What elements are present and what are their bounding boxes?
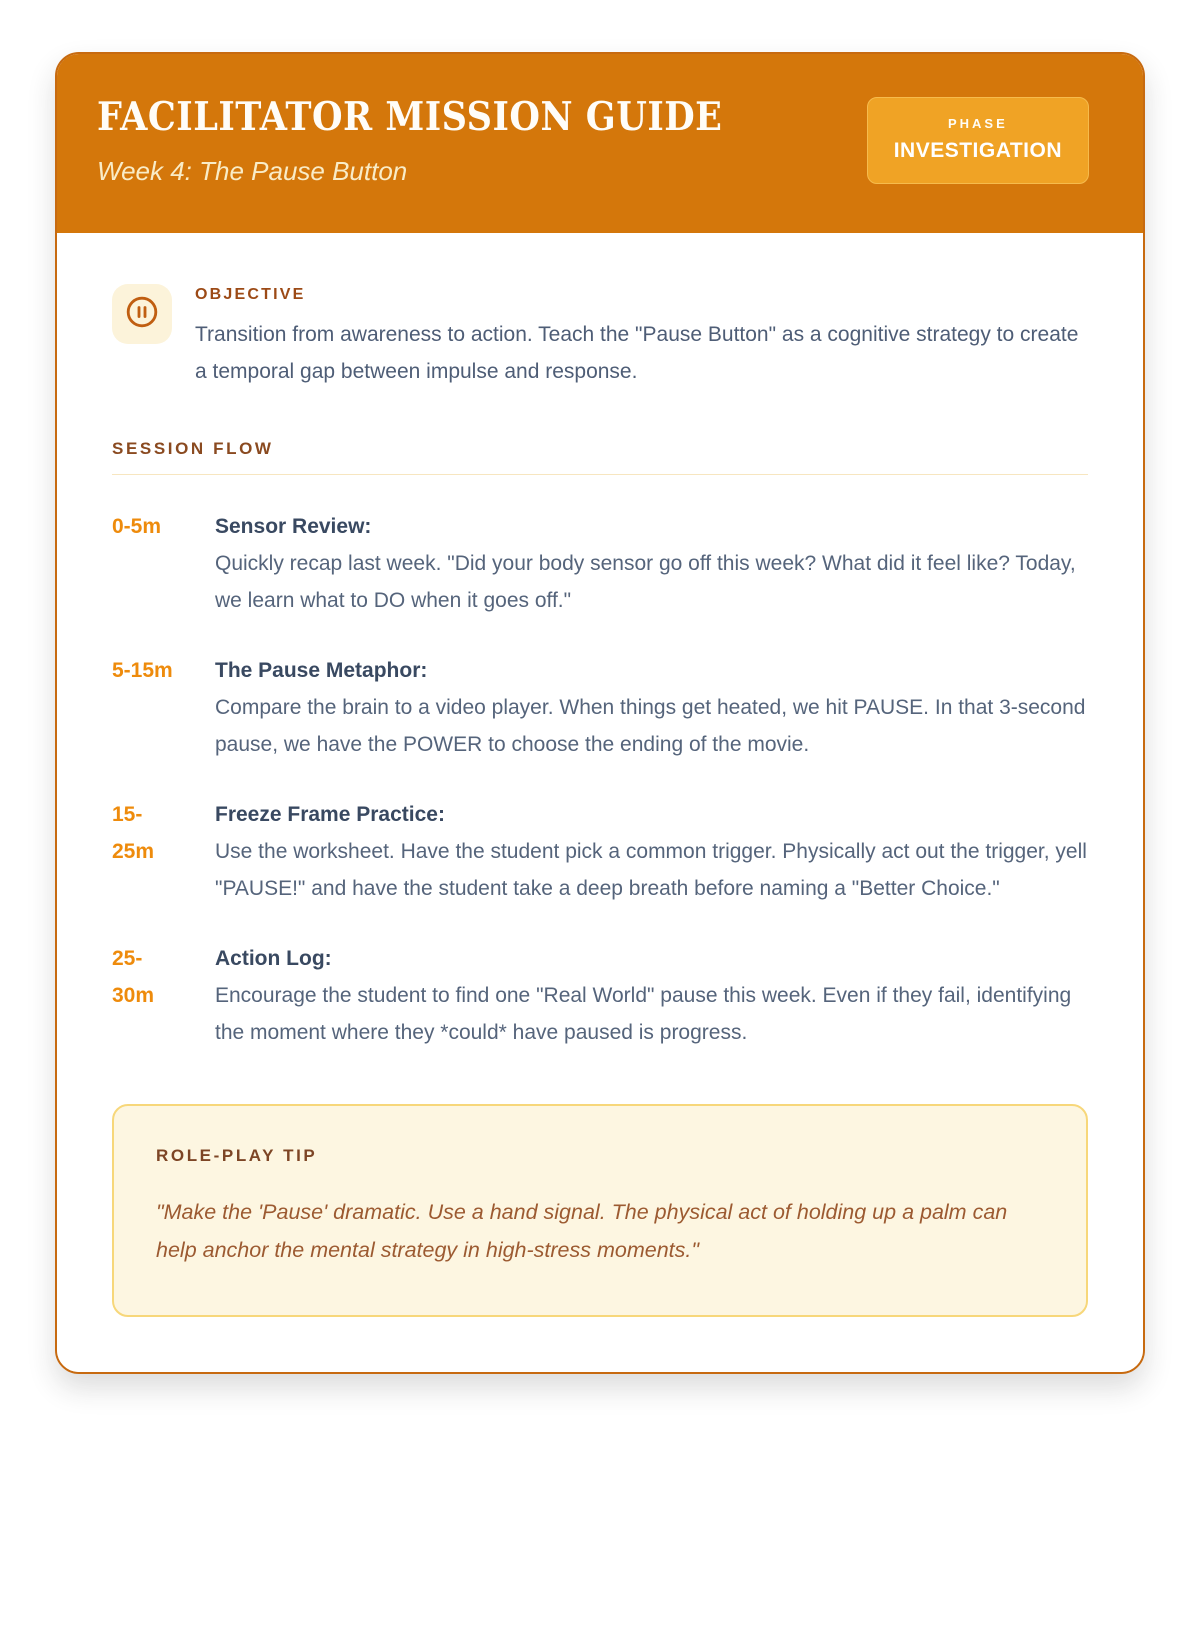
- session-flow-item: [112, 652, 1088, 763]
- session-flow-item: [112, 940, 1088, 1051]
- flow-item-text: Use the worksheet. Have the student pick a common trigger. Physically act out the trigger, yell "PAUSE!" and have the student take a deep breath before naming a "Better Choice.": [215, 840, 1087, 900]
- role-play-tip-box: [112, 1104, 1088, 1317]
- objective-text: Transition from awareness to action. Teach the "Pause Button" as a cognitive strategy to create a temporal gap between impulse and response.: [195, 323, 1079, 383]
- flow-item-time: 5-15m: [112, 659, 173, 682]
- header-titles: [97, 94, 867, 187]
- guide-body: [57, 233, 1143, 1372]
- flow-item-title: The Pause Metaphor:: [215, 659, 428, 682]
- phase-badge: [867, 97, 1089, 184]
- flow-item-title: Action Log:: [215, 947, 332, 970]
- flow-item-time: 15-25m: [112, 803, 155, 863]
- page-title: FACILITATOR MISSION GUIDE: [97, 94, 723, 140]
- flow-item-content: [215, 508, 1088, 619]
- objective-section: [112, 284, 1088, 390]
- objective-content: [195, 284, 1088, 390]
- page-subtitle: Week 4: The Pause Button: [97, 156, 408, 186]
- session-flow-label: SESSION FLOW: [112, 439, 1088, 475]
- phase-badge-label: PHASE: [947, 116, 1008, 131]
- flow-item-content: [215, 940, 1088, 1051]
- flow-item-time: 0-5m: [112, 515, 162, 538]
- facilitator-guide-card: [55, 52, 1145, 1374]
- flow-item-text: Encourage the student to find one "Real World" pause this week. Even if they fail, identifying the moment where they *could* have paused is progress.: [215, 984, 1072, 1044]
- flow-item-content: [215, 652, 1088, 763]
- tip-text: "Make the 'Pause' dramatic. Use a hand signal. The physical act of holding up a palm can help anchor the mental strategy in high-stress moments.": [156, 1200, 1008, 1262]
- guide-header: [57, 54, 1143, 233]
- objective-label: OBJECTIVE: [195, 286, 306, 303]
- flow-item-title: Freeze Frame Practice:: [215, 803, 445, 826]
- flow-item-text: Compare the brain to a video player. When things get heated, we hit PAUSE. In that 3-second pause, we have the POWER to choose the ending of the movie.: [215, 696, 1086, 756]
- flow-item-content: [215, 796, 1088, 907]
- session-flow-item: [112, 796, 1088, 907]
- session-flow-item: [112, 508, 1088, 619]
- pause-circle-icon: [124, 294, 160, 335]
- flow-item-title: Sensor Review:: [215, 515, 372, 538]
- objective-icon-box: [112, 284, 172, 344]
- flow-item-text: Quickly recap last week. "Did your body sensor go off this week? What did it feel like? Today, we learn what to DO when it goes off.": [215, 552, 1076, 612]
- flow-item-time: 25-30m: [112, 947, 155, 1007]
- phase-badge-value: INVESTIGATION: [893, 139, 1062, 162]
- tip-label: ROLE-PLAY TIP: [156, 1146, 318, 1165]
